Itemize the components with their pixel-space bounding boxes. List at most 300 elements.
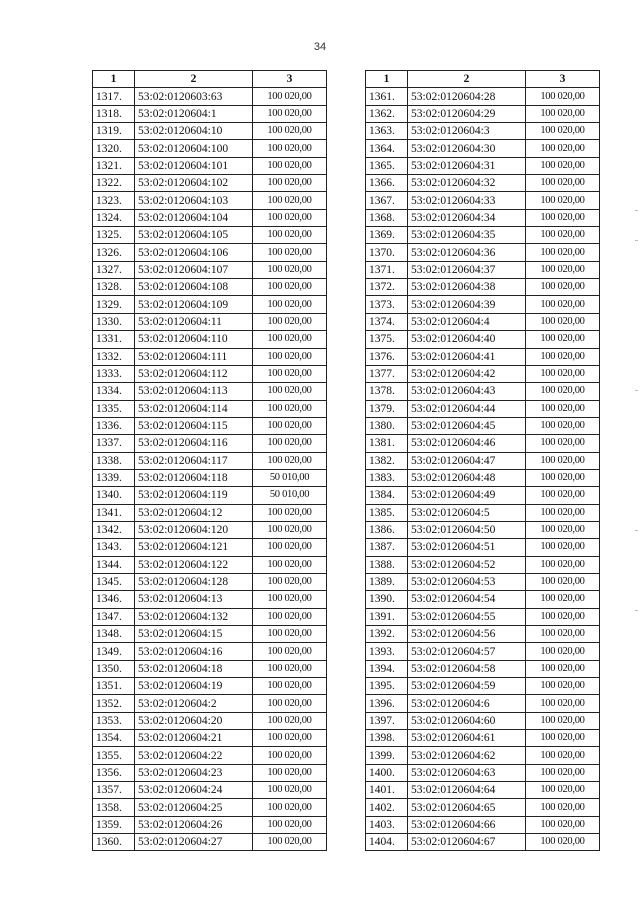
- row-number: 1336.: [93, 417, 135, 434]
- cadastral-number: 53:02:0120604:27: [135, 834, 253, 851]
- cadastral-number: 53:02:0120604:66: [408, 816, 526, 833]
- row-value: 100 020,00: [253, 712, 327, 729]
- table-row: [93, 764, 327, 781]
- table-row: [93, 296, 327, 313]
- row-value: 100 020,00: [526, 157, 600, 174]
- row-number: 1360.: [93, 834, 135, 851]
- row-number: 1397.: [366, 712, 408, 729]
- row-value: 100 020,00: [526, 764, 600, 781]
- row-value: 100 020,00: [526, 140, 600, 157]
- row-number: 1334.: [93, 383, 135, 400]
- row-value: 100 020,00: [526, 88, 600, 105]
- row-number: 1353.: [93, 712, 135, 729]
- row-number: 1383.: [366, 469, 408, 486]
- table-row: [366, 626, 600, 643]
- row-value: 100 020,00: [526, 452, 600, 469]
- row-value: 100 020,00: [253, 556, 327, 573]
- table-row: [93, 660, 327, 677]
- table-row: [93, 157, 327, 174]
- row-number: 1342.: [93, 521, 135, 538]
- row-number: 1349.: [93, 643, 135, 660]
- cadastral-number: 53:02:0120604:25: [135, 799, 253, 816]
- row-number: 1327.: [93, 261, 135, 278]
- table-row: [93, 521, 327, 538]
- row-value: 100 020,00: [526, 417, 600, 434]
- cadastral-number: 53:02:0120604:119: [135, 487, 253, 504]
- row-value: 100 020,00: [526, 573, 600, 590]
- cadastral-number: 53:02:0120604:115: [135, 417, 253, 434]
- table-header-row: [366, 71, 600, 88]
- row-number: 1330.: [93, 313, 135, 330]
- table-row: [366, 261, 600, 278]
- row-number: 1343.: [93, 539, 135, 556]
- table-row: [93, 504, 327, 521]
- cadastral-number: 53:02:0120604:6: [408, 695, 526, 712]
- table-row: [93, 400, 327, 417]
- row-number: 1320.: [93, 140, 135, 157]
- table-row: [366, 730, 600, 747]
- row-value: 100 020,00: [253, 123, 327, 140]
- cadastral-number: 53:02:0120604:19: [135, 678, 253, 695]
- row-number: 1329.: [93, 296, 135, 313]
- table-row: [366, 487, 600, 504]
- row-value: 100 020,00: [253, 175, 327, 192]
- row-value: 100 020,00: [526, 799, 600, 816]
- row-number: 1335.: [93, 400, 135, 417]
- row-value: 100 020,00: [526, 591, 600, 608]
- row-number: 1324.: [93, 209, 135, 226]
- cadastral-number: 53:02:0120604:30: [408, 140, 526, 157]
- row-number: 1369.: [366, 227, 408, 244]
- row-number: 1387.: [366, 539, 408, 556]
- table-row: [93, 192, 327, 209]
- row-value: 50 010,00: [253, 469, 327, 486]
- row-value: 100 020,00: [526, 192, 600, 209]
- row-number: 1337.: [93, 435, 135, 452]
- row-value: 100 020,00: [526, 296, 600, 313]
- row-value: 100 020,00: [253, 747, 327, 764]
- table-row: [366, 782, 600, 799]
- table-row: [93, 469, 327, 486]
- table-row: [366, 573, 600, 590]
- row-value: 100 020,00: [253, 695, 327, 712]
- row-value: 100 020,00: [253, 504, 327, 521]
- row-number: 1356.: [93, 764, 135, 781]
- table-row: [93, 365, 327, 382]
- cadastral-number: 53:02:0120604:59: [408, 678, 526, 695]
- row-value: 100 020,00: [253, 678, 327, 695]
- table-body-right: [366, 88, 600, 851]
- row-value: 100 020,00: [253, 227, 327, 244]
- cadastral-number: 53:02:0120604:42: [408, 365, 526, 382]
- cadastral-number: 53:02:0120604:44: [408, 400, 526, 417]
- row-number: 1333.: [93, 365, 135, 382]
- row-number: 1332.: [93, 348, 135, 365]
- table-row: [93, 816, 327, 833]
- row-value: 100 020,00: [526, 244, 600, 261]
- table-row: [366, 764, 600, 781]
- cadastral-number: 53:02:0120604:5: [408, 504, 526, 521]
- row-value: 100 020,00: [526, 348, 600, 365]
- row-value: 100 020,00: [253, 279, 327, 296]
- table-row: [93, 608, 327, 625]
- table-row: [93, 209, 327, 226]
- row-value: 100 020,00: [526, 279, 600, 296]
- page-number: 34: [313, 41, 327, 53]
- table-row: [93, 695, 327, 712]
- row-number: 1403.: [366, 816, 408, 833]
- scan-edge-mark: [635, 240, 638, 241]
- row-value: 100 020,00: [253, 626, 327, 643]
- table-row: [93, 712, 327, 729]
- row-value: 100 020,00: [526, 695, 600, 712]
- cadastral-number: 53:02:0120604:62: [408, 747, 526, 764]
- row-value: 100 020,00: [253, 348, 327, 365]
- row-number: 1385.: [366, 504, 408, 521]
- row-number: 1378.: [366, 383, 408, 400]
- row-number: 1352.: [93, 695, 135, 712]
- row-number: 1317.: [93, 88, 135, 105]
- row-value: 100 020,00: [526, 626, 600, 643]
- row-value: 100 020,00: [253, 244, 327, 261]
- cadastral-number: 53:02:0120603:63: [135, 88, 253, 105]
- row-value: 100 020,00: [253, 782, 327, 799]
- cadastral-number: 53:02:0120604:63: [408, 764, 526, 781]
- row-value: 100 020,00: [526, 504, 600, 521]
- table-row: [93, 244, 327, 261]
- table-row: [366, 678, 600, 695]
- table-row: [93, 88, 327, 105]
- header-col-1: 1: [366, 71, 408, 88]
- table-row: [366, 365, 600, 382]
- cadastral-number: 53:02:0120604:54: [408, 591, 526, 608]
- row-number: 1379.: [366, 400, 408, 417]
- row-value: 100 020,00: [253, 799, 327, 816]
- row-value: 100 020,00: [253, 573, 327, 590]
- cadastral-number: 53:02:0120604:106: [135, 244, 253, 261]
- cadastral-number: 53:02:0120604:116: [135, 435, 253, 452]
- table-row: [366, 175, 600, 192]
- cadastral-number: 53:02:0120604:12: [135, 504, 253, 521]
- row-value: 100 020,00: [253, 764, 327, 781]
- cadastral-number: 53:02:0120604:109: [135, 296, 253, 313]
- row-value: 100 020,00: [526, 747, 600, 764]
- scan-edge-mark: [635, 390, 638, 391]
- row-value: 100 020,00: [526, 608, 600, 625]
- row-number: 1347.: [93, 608, 135, 625]
- cadastral-number: 53:02:0120604:64: [408, 782, 526, 799]
- row-value: 100 020,00: [253, 105, 327, 122]
- row-number: 1393.: [366, 643, 408, 660]
- table-row: [93, 487, 327, 504]
- row-number: 1357.: [93, 782, 135, 799]
- cadastral-number: 53:02:0120604:111: [135, 348, 253, 365]
- row-value: 100 020,00: [526, 816, 600, 833]
- row-value: 100 020,00: [253, 157, 327, 174]
- cadastral-number: 53:02:0120604:10: [135, 123, 253, 140]
- row-number: 1384.: [366, 487, 408, 504]
- row-value: 100 020,00: [526, 678, 600, 695]
- cadastral-number: 53:02:0120604:15: [135, 626, 253, 643]
- cadastral-number: 53:02:0120604:117: [135, 452, 253, 469]
- table-row: [366, 313, 600, 330]
- cadastral-number: 53:02:0120604:56: [408, 626, 526, 643]
- row-number: 1341.: [93, 504, 135, 521]
- row-number: 1331.: [93, 331, 135, 348]
- table-row: [366, 296, 600, 313]
- table-row: [93, 313, 327, 330]
- row-number: 1366.: [366, 175, 408, 192]
- row-number: 1358.: [93, 799, 135, 816]
- row-value: 100 020,00: [253, 331, 327, 348]
- table-row: [366, 608, 600, 625]
- row-value: 100 020,00: [253, 435, 327, 452]
- header-col-2: 2: [135, 71, 253, 88]
- row-value: 100 020,00: [253, 591, 327, 608]
- row-number: 1394.: [366, 660, 408, 677]
- row-value: 100 020,00: [253, 209, 327, 226]
- cadastral-number: 53:02:0120604:35: [408, 227, 526, 244]
- cadastral-number: 53:02:0120604:51: [408, 539, 526, 556]
- row-number: 1372.: [366, 279, 408, 296]
- row-value: 100 020,00: [526, 365, 600, 382]
- table-row: [366, 123, 600, 140]
- header-col-2: 2: [408, 71, 526, 88]
- scan-edge-mark: [635, 530, 638, 531]
- row-number: 1321.: [93, 157, 135, 174]
- table-row: [93, 730, 327, 747]
- row-value: 100 020,00: [253, 296, 327, 313]
- row-number: 1392.: [366, 626, 408, 643]
- table-row: [93, 383, 327, 400]
- row-number: 1381.: [366, 435, 408, 452]
- table-row: [93, 556, 327, 573]
- row-value: 100 020,00: [526, 435, 600, 452]
- table-row: [366, 521, 600, 538]
- row-value: 100 020,00: [253, 383, 327, 400]
- cadastral-number: 53:02:0120604:2: [135, 695, 253, 712]
- cadastral-number: 53:02:0120604:43: [408, 383, 526, 400]
- table-row: [366, 331, 600, 348]
- row-number: 1367.: [366, 192, 408, 209]
- table-row: [366, 227, 600, 244]
- cadastral-number: 53:02:0120604:65: [408, 799, 526, 816]
- cadastral-number: 53:02:0120604:118: [135, 469, 253, 486]
- table-row: [366, 88, 600, 105]
- row-value: 100 020,00: [526, 539, 600, 556]
- table-row: [93, 348, 327, 365]
- cadastral-number: 53:02:0120604:39: [408, 296, 526, 313]
- table-row: [366, 383, 600, 400]
- row-number: 1375.: [366, 331, 408, 348]
- table-row: [366, 400, 600, 417]
- row-value: 50 010,00: [253, 487, 327, 504]
- row-value: 100 020,00: [253, 660, 327, 677]
- table-row: [366, 695, 600, 712]
- row-value: 100 020,00: [253, 140, 327, 157]
- row-value: 100 020,00: [253, 834, 327, 851]
- row-value: 100 020,00: [526, 487, 600, 504]
- cadastral-number: 53:02:0120604:55: [408, 608, 526, 625]
- table-row: [366, 244, 600, 261]
- cadastral-number: 53:02:0120604:114: [135, 400, 253, 417]
- cadastral-number: 53:02:0120604:113: [135, 383, 253, 400]
- row-number: 1359.: [93, 816, 135, 833]
- cadastral-number: 53:02:0120604:53: [408, 573, 526, 590]
- cadastral-number: 53:02:0120604:132: [135, 608, 253, 625]
- row-number: 1376.: [366, 348, 408, 365]
- row-value: 100 020,00: [253, 417, 327, 434]
- row-number: 1391.: [366, 608, 408, 625]
- table-row: [93, 331, 327, 348]
- table-row: [93, 539, 327, 556]
- row-value: 100 020,00: [253, 730, 327, 747]
- row-value: 100 020,00: [526, 209, 600, 226]
- header-col-3: 3: [253, 71, 327, 88]
- table-row: [366, 209, 600, 226]
- row-value: 100 020,00: [526, 261, 600, 278]
- row-number: 1344.: [93, 556, 135, 573]
- row-number: 1354.: [93, 730, 135, 747]
- table-row: [93, 678, 327, 695]
- cadastral-number: 53:02:0120604:34: [408, 209, 526, 226]
- row-number: 1350.: [93, 660, 135, 677]
- cadastral-number: 53:02:0120604:24: [135, 782, 253, 799]
- cadastral-number: 53:02:0120604:128: [135, 573, 253, 590]
- row-number: 1389.: [366, 573, 408, 590]
- cadastral-number: 53:02:0120604:26: [135, 816, 253, 833]
- cadastral-number: 53:02:0120604:47: [408, 452, 526, 469]
- row-value: 100 020,00: [253, 521, 327, 538]
- cadastral-number: 53:02:0120604:31: [408, 157, 526, 174]
- row-number: 1340.: [93, 487, 135, 504]
- cadastral-number: 53:02:0120604:49: [408, 487, 526, 504]
- row-number: 1390.: [366, 591, 408, 608]
- registry-table-left: [92, 70, 327, 851]
- row-value: 100 020,00: [526, 660, 600, 677]
- row-value: 100 020,00: [526, 712, 600, 729]
- cadastral-number: 53:02:0120604:112: [135, 365, 253, 382]
- row-value: 100 020,00: [253, 608, 327, 625]
- table-row: [93, 834, 327, 851]
- cadastral-number: 53:02:0120604:102: [135, 175, 253, 192]
- row-number: 1323.: [93, 192, 135, 209]
- cadastral-number: 53:02:0120604:103: [135, 192, 253, 209]
- cadastral-number: 53:02:0120604:108: [135, 279, 253, 296]
- row-number: 1355.: [93, 747, 135, 764]
- row-number: 1401.: [366, 782, 408, 799]
- cadastral-number: 53:02:0120604:110: [135, 331, 253, 348]
- cadastral-number: 53:02:0120604:46: [408, 435, 526, 452]
- row-number: 1351.: [93, 678, 135, 695]
- row-number: 1398.: [366, 730, 408, 747]
- row-value: 100 020,00: [526, 123, 600, 140]
- table-row: [93, 123, 327, 140]
- row-number: 1326.: [93, 244, 135, 261]
- cadastral-number: 53:02:0120604:22: [135, 747, 253, 764]
- cadastral-number: 53:02:0120604:20: [135, 712, 253, 729]
- table-row: [366, 192, 600, 209]
- row-value: 100 020,00: [526, 834, 600, 851]
- row-value: 100 020,00: [253, 313, 327, 330]
- table-row: [366, 799, 600, 816]
- row-number: 1374.: [366, 313, 408, 330]
- row-number: 1388.: [366, 556, 408, 573]
- row-number: 1346.: [93, 591, 135, 608]
- row-value: 100 020,00: [253, 88, 327, 105]
- cadastral-number: 53:02:0120604:48: [408, 469, 526, 486]
- cadastral-number: 53:02:0120604:67: [408, 834, 526, 851]
- row-number: 1361.: [366, 88, 408, 105]
- table-row: [93, 799, 327, 816]
- row-number: 1319.: [93, 123, 135, 140]
- row-value: 100 020,00: [526, 400, 600, 417]
- row-number: 1363.: [366, 123, 408, 140]
- row-number: 1348.: [93, 626, 135, 643]
- row-value: 100 020,00: [253, 816, 327, 833]
- cadastral-number: 53:02:0120604:120: [135, 521, 253, 538]
- cadastral-number: 53:02:0120604:41: [408, 348, 526, 365]
- row-number: 1325.: [93, 227, 135, 244]
- cadastral-number: 53:02:0120604:122: [135, 556, 253, 573]
- row-value: 100 020,00: [526, 782, 600, 799]
- row-value: 100 020,00: [253, 192, 327, 209]
- row-number: 1402.: [366, 799, 408, 816]
- cadastral-number: 53:02:0120604:121: [135, 539, 253, 556]
- table-row: [366, 556, 600, 573]
- row-value: 100 020,00: [253, 452, 327, 469]
- table-row: [366, 157, 600, 174]
- row-value: 100 020,00: [526, 556, 600, 573]
- table-row: [93, 452, 327, 469]
- table-row: [93, 175, 327, 192]
- cadastral-number: 53:02:0120604:3: [408, 123, 526, 140]
- row-value: 100 020,00: [526, 105, 600, 122]
- cadastral-number: 53:02:0120604:28: [408, 88, 526, 105]
- table-row: [366, 140, 600, 157]
- cadastral-number: 53:02:0120604:58: [408, 660, 526, 677]
- scan-edge-mark: [635, 610, 638, 611]
- row-number: 1339.: [93, 469, 135, 486]
- row-number: 1373.: [366, 296, 408, 313]
- header-col-1: 1: [93, 71, 135, 88]
- row-number: 1382.: [366, 452, 408, 469]
- row-number: 1371.: [366, 261, 408, 278]
- table-row: [366, 504, 600, 521]
- table-row: [366, 834, 600, 851]
- cadastral-number: 53:02:0120604:23: [135, 764, 253, 781]
- row-number: 1362.: [366, 105, 408, 122]
- row-number: 1338.: [93, 452, 135, 469]
- cadastral-number: 53:02:0120604:52: [408, 556, 526, 573]
- table-row: [93, 782, 327, 799]
- cadastral-number: 53:02:0120604:57: [408, 643, 526, 660]
- row-number: 1396.: [366, 695, 408, 712]
- cadastral-number: 53:02:0120604:60: [408, 712, 526, 729]
- cadastral-number: 53:02:0120604:40: [408, 331, 526, 348]
- row-value: 100 020,00: [526, 730, 600, 747]
- cadastral-number: 53:02:0120604:107: [135, 261, 253, 278]
- table-row: [93, 643, 327, 660]
- cadastral-number: 53:02:0120604:13: [135, 591, 253, 608]
- table-row: [366, 747, 600, 764]
- cadastral-number: 53:02:0120604:37: [408, 261, 526, 278]
- row-number: 1364.: [366, 140, 408, 157]
- row-value: 100 020,00: [526, 521, 600, 538]
- table-row: [366, 712, 600, 729]
- table-header-row: [93, 71, 327, 88]
- row-number: 1370.: [366, 244, 408, 261]
